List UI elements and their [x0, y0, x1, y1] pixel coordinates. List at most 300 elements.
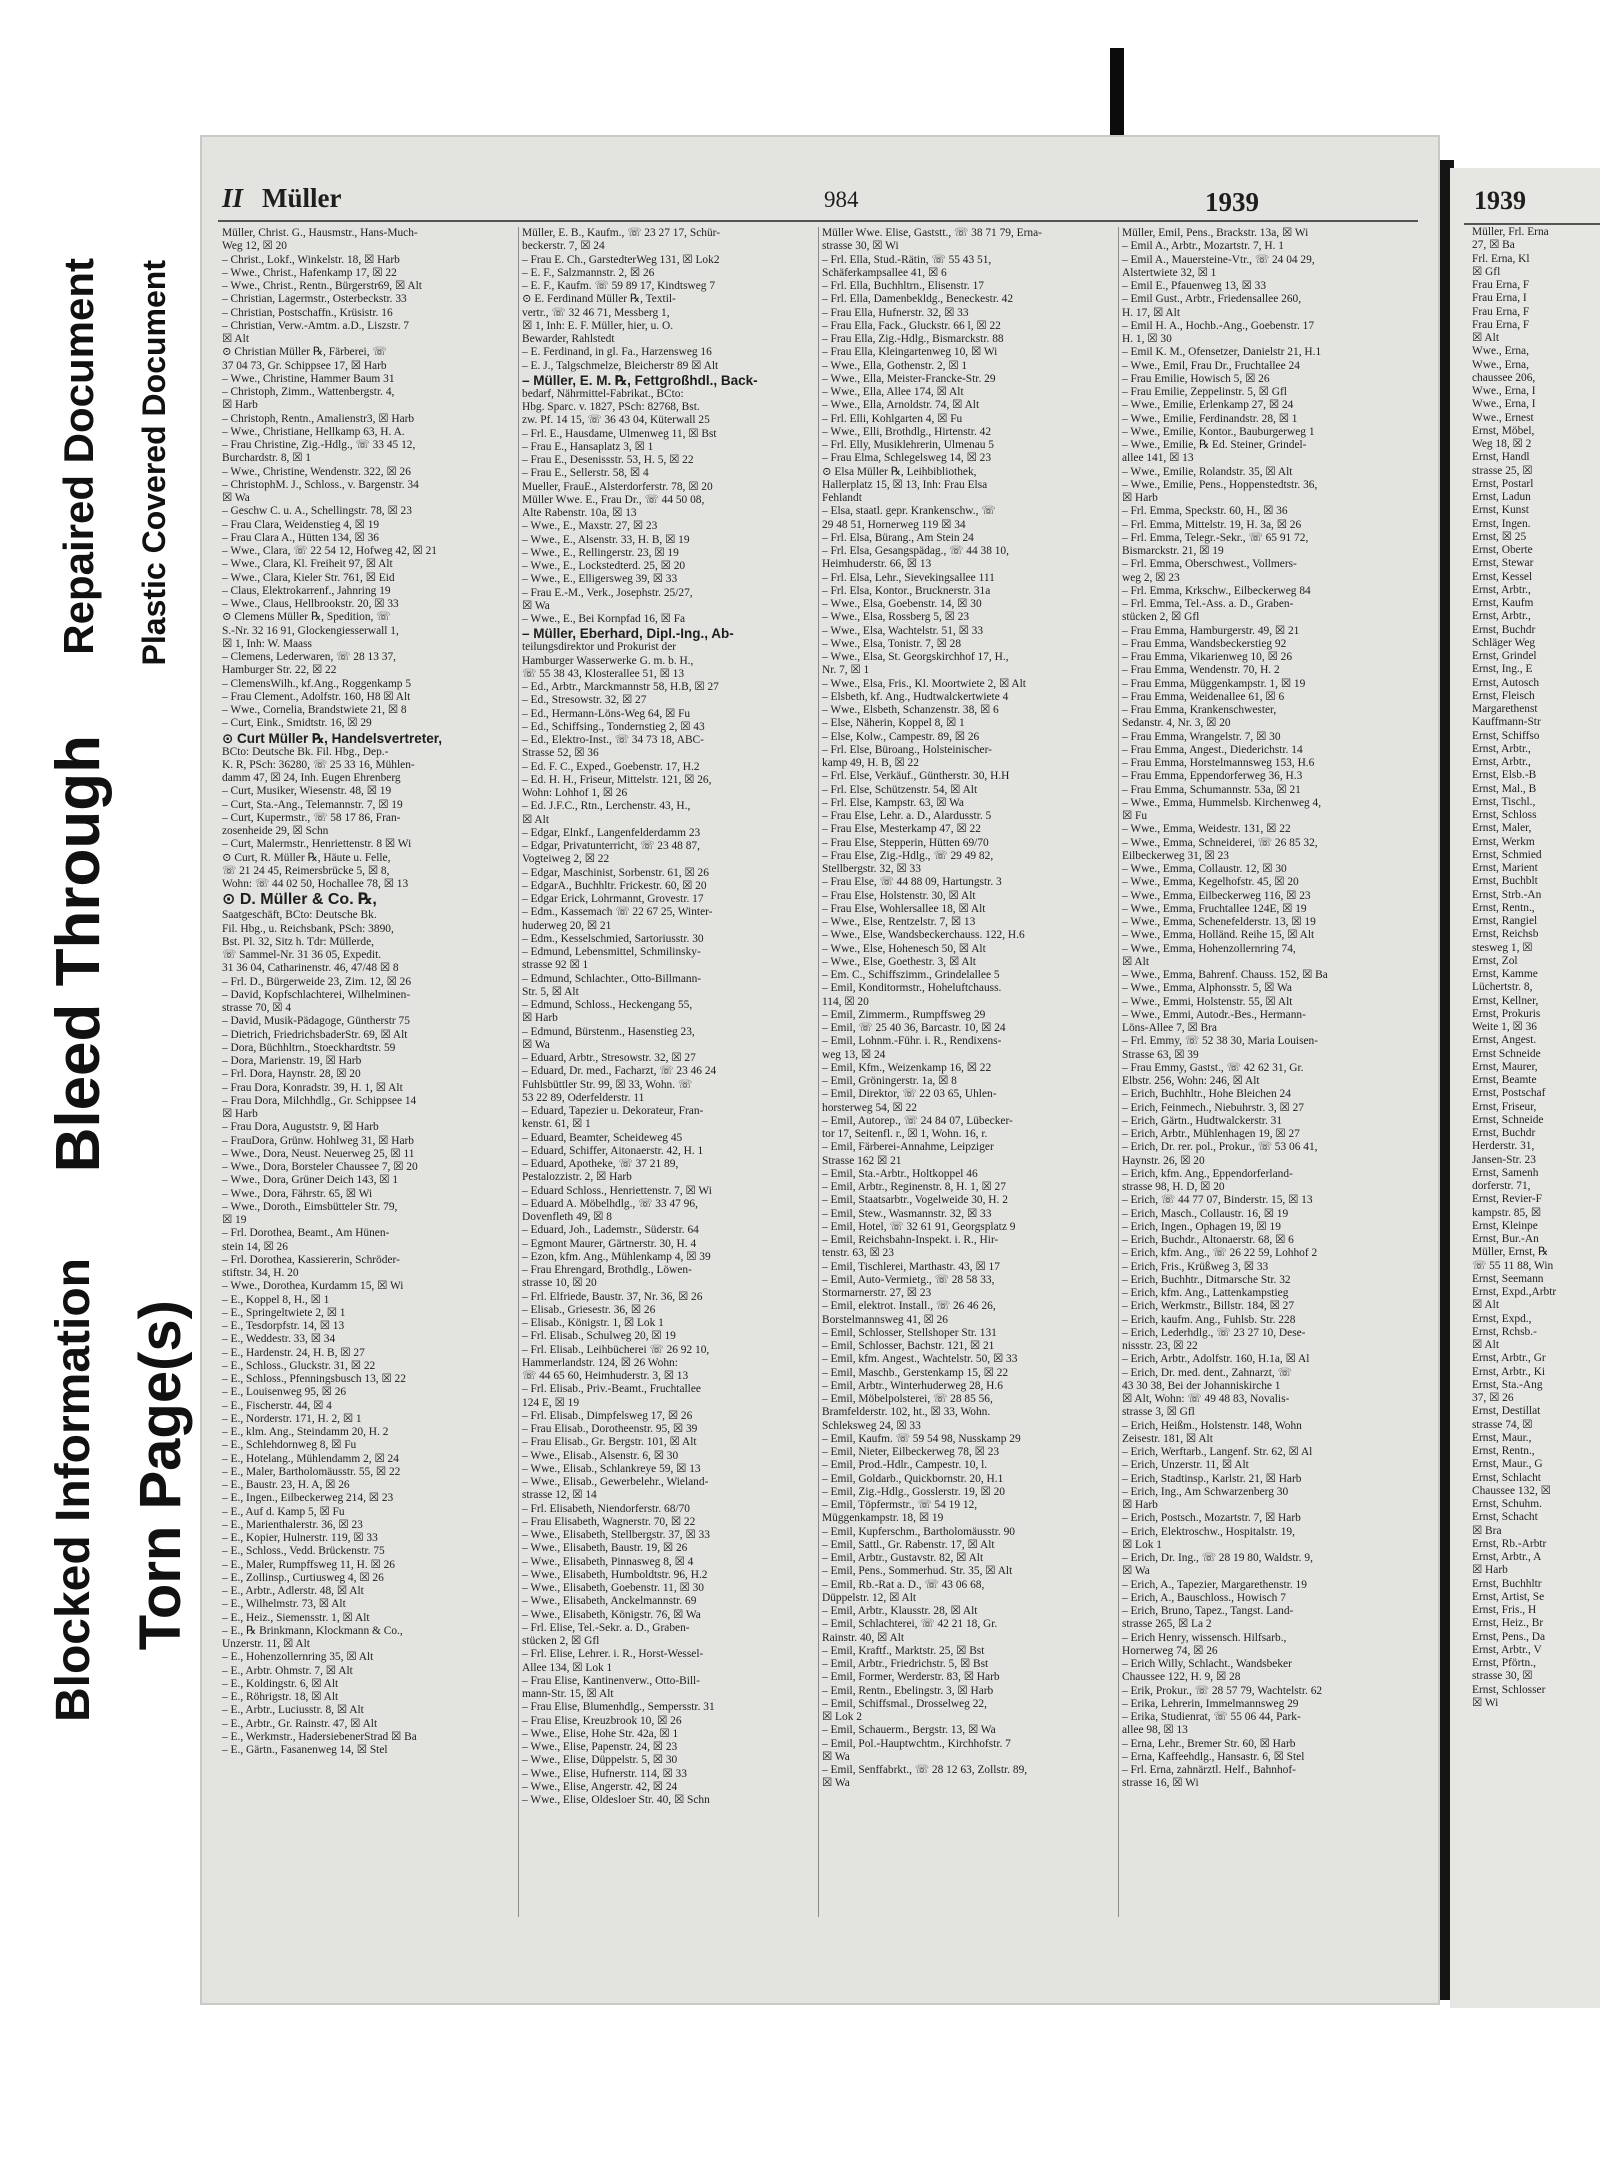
directory-entry: – Wwe., Elisab., Gewerbelehr., Wieland- [522, 1476, 709, 1488]
directory-entry: – E. J., Talgschmelze, Bleicherstr 89 ☒ Alt [522, 359, 719, 372]
directory-entry: Wohn: Lohhof 1, ☒ 26 [522, 787, 628, 799]
directory-entry: – Wwe., Emil, Frau Dr., Fruchtallee 24 [1122, 359, 1300, 372]
directory-entry: – Emil, Arbtr., Friedrichstr. 5, ☒ Bst [822, 1658, 989, 1670]
directory-entry: – Ed., Arbtr., Marckmannstr 58, H.B, ☒ 27 [522, 681, 719, 693]
directory-entry: – Frau Ehrengard, Brothdlg., Löwen- [522, 1264, 692, 1276]
directory-entry: – Wwe., Elisabeth, Anckelmannstr. 69 [522, 1595, 697, 1608]
directory-entry: teilungsdirektor und Prokurist der [522, 641, 677, 654]
directory-entry: – Egmont Maurer, Gärtnerstr. 30, H. 4 [522, 1237, 697, 1250]
directory-entry: bedarf, Nährmittel-Fabrikat., BCto: [522, 387, 684, 400]
directory-entry: – Edmund, Schloss., Heckengang 55, [522, 999, 693, 1011]
directory-entry: – Wwe., Emma, Eilbeckerweg 116, ☒ 23 [1122, 889, 1311, 902]
directory-entry: – E., Norderstr. 171, H. 2, ☒ 1 [222, 1412, 362, 1425]
directory-entry: – E., Arbtr., Luciusstr. 8, ☒ Alt [222, 1704, 364, 1717]
directory-entry: – Edgar, Elnkf., Langenfelderdamm 23 [522, 826, 701, 839]
directory-entry: – Wwe., Emma, Hummelsb. Kirchenweg 4, [1122, 796, 1322, 809]
directory-entry: Dovenfleth 49, ☒ 8 [522, 1211, 612, 1223]
directory-entry: Strasse 63, ☒ 39 [1122, 1048, 1199, 1061]
neighbor-column [1472, 226, 1600, 1710]
directory-entry: – Frl. Emma, Telegr.-Sekr., ☏ 65 91 72, [1122, 531, 1309, 544]
directory-entry: – Ed., Elektro-Inst., ☏ 34 73 18, ABC- [522, 734, 704, 746]
directory-entry: strasse 92 ☒ 1 [522, 959, 589, 972]
directory-entry: – Wwe., Emma, Collaustr. 12, ☒ 30 [1122, 863, 1287, 875]
directory-entry: – Erich, A., Bauschloss., Howisch 7 [1122, 1591, 1286, 1604]
neighbor-entry: Ernst, Arbtr., Gr [1472, 1352, 1546, 1365]
directory-entry: Borstelmannsweg 41, ☒ 26 [822, 1313, 949, 1326]
directory-entry: – Curt, Malermstr., Henriettenstr. 8 ☒ Wi [222, 838, 412, 851]
directory-entry: zosenheide 29, ☒ Schn [222, 825, 329, 837]
directory-entry: – Frau E., Sellerstr. 58, ☒ 4 [522, 467, 649, 480]
neighbor-entry: Ernst, Buchdr [1472, 623, 1536, 636]
directory-entry: – E., Maler, Bartholomäusstr. 55, ☒ 22 [222, 1465, 401, 1478]
neighbor-entry: Ernst, Strb.-An [1472, 888, 1542, 901]
directory-entry: ☒ Harb [1122, 492, 1158, 504]
neighbor-entry: Ernst, Kunst [1472, 504, 1529, 517]
directory-entry: – Wwe., Emma, Alphonsstr. 5, ☒ Wa [1122, 982, 1292, 995]
directory-entry: – Frau Ella, Hufnerstr. 32, ☒ 33 [822, 306, 969, 319]
neighbor-entry: Ernst, Destillat [1472, 1405, 1541, 1418]
directory-entry: – Wwe., Emmi, Autodr.-Bes., Hermann- [1122, 1008, 1306, 1021]
directory-entry: – Emil, Gröningerstr. 1a, ☒ 8 [822, 1075, 957, 1087]
directory-entry: ⊙ Christian Müller ℞, Färberei, ☏ [222, 346, 387, 359]
directory-entry: – Erich, Bruno, Tapez., Tangst. Land- [1122, 1605, 1294, 1617]
directory-entry: – Wwe., Elsbeth, Schanzenstr. 38, ☒ 6 [822, 704, 999, 716]
directory-entry: – Curt, Sta.-Ang., Telemannstr. 7, ☒ 19 [222, 798, 403, 811]
directory-entry: ☒ Wa [522, 599, 550, 612]
directory-entry: – Frl. Elsa, Bürang., Am Stein 24 [822, 531, 974, 544]
directory-entry: Pestalozzistr. 2, ☒ Harb [522, 1171, 632, 1184]
directory-entry: 29 48 51, Hornerweg 119 ☒ 34 [822, 518, 966, 531]
directory-entry: – Curt, Kupermstr., ☏ 58 17 86, Fran- [222, 811, 401, 824]
directory-entry: – E., Koppel 8, H., ☒ 1 [222, 1293, 330, 1306]
neighbor-entry: Ernst, Maler, [1472, 822, 1532, 835]
directory-entry: Haynstr. 26, ☒ 20 [1122, 1154, 1205, 1167]
neighbor-entry: Frau Erna, F [1472, 305, 1530, 318]
column-divider [818, 227, 819, 1917]
neighbor-entry: Müller, Ernst, ℞ [1472, 1246, 1549, 1259]
neighbor-entry: ☒ Gfl [1472, 265, 1501, 278]
neighbor-entry: strasse 74, ☒ [1472, 1418, 1533, 1431]
directory-entry: – Emil, Autorep., ☏ 24 84 07, Lübecker- [822, 1114, 1013, 1127]
directory-entry: – Wwe., E., Maxstr. 27, ☒ 23 [522, 520, 658, 533]
neighbor-entry: Ernst, Maur., G [1472, 1458, 1543, 1471]
directory-entry: – E., Tesdorpfstr. 14, ☒ 13 [222, 1320, 345, 1332]
neighbor-entry: Ernst, Ladun [1472, 491, 1531, 503]
directory-entry: Strasse 162 ☒ 21 [822, 1154, 902, 1167]
directory-entry: – Frau Emma, Müggenkampstr. 1, ☒ 19 [1122, 677, 1306, 690]
directory-entry: – Eduard Schloss., Henriettenstr. 7, ☒ Wi [522, 1184, 712, 1197]
directory-entry: – Wwe., Dora, Grüner Deich 143, ☒ 1 [222, 1174, 399, 1187]
directory-entry: – Frl. Ella, Buchhltrn., Elisenstr. 17 [822, 280, 984, 292]
directory-entry: H. 17, ☒ Alt [1122, 306, 1180, 319]
directory-entry: Burchardstr. 8, ☒ 1 [222, 452, 311, 465]
directory-entry: strasse 265, ☒ La 2 [1122, 1618, 1212, 1631]
directory-entry: – Frl. Emma, Mittelstr. 19, H. 3a, ☒ 26 [1122, 518, 1302, 531]
directory-entry: – Frau Elise, Kreuzbrook 10, ☒ 26 [522, 1714, 682, 1727]
column-4 [1122, 227, 1422, 1927]
directory-entry: – Christian, Postschaffn., Krüsistr. 16 [222, 306, 393, 319]
directory-entry: – Frl. Dorothea, Beamt., Am Hünen- [222, 1227, 390, 1240]
directory-entry: strasse 10, ☒ 20 [522, 1277, 597, 1290]
directory-entry: – E. F., Kaufm. ☏ 59 89 17, Kindtsweg 7 [522, 280, 716, 292]
neighbor-entry: stesweg 1, ☒ [1472, 941, 1533, 954]
directory-entry: – Emil, Goldarb., Quickbornstr. 20, H.1 [822, 1472, 1004, 1485]
directory-entry: – Erich, Buchdr., Altonaerstr. 68, ☒ 6 [1122, 1234, 1294, 1246]
neighbor-entry: Ernst, Fleisch [1472, 689, 1535, 702]
directory-entry: ☒ Wa [522, 1038, 550, 1051]
directory-entry: – EdgarA., Buchhltr. Frickestr. 60, ☒ 20 [522, 879, 707, 892]
directory-entry: – David, Musik-Pädagoge, Güntherstr 75 [222, 1015, 410, 1028]
directory-entry: – E., klm. Ang., Steindamm 20, H. 2 [222, 1426, 389, 1438]
directory-entry: ☒ 1, Inh: E. F. Müller, hier, u. O. [522, 319, 674, 332]
directory-entry: Saatgeschäft, BCto: Deutsche Bk. [222, 909, 377, 922]
directory-entry: Löns-Allee 7, ☒ Bra [1122, 1022, 1217, 1034]
neighbor-entry: Ernst, Kleinpe [1472, 1219, 1538, 1232]
neighbor-entry: Ernst, Postarl [1472, 477, 1534, 490]
directory-entry: – Emil, Konditormstr., Hoheluftchauss. [822, 982, 1002, 995]
directory-entry: – Frau Emilie, Howisch 5, ☒ 26 [1122, 372, 1270, 385]
directory-entry: Unzerstr. 11, ☒ Alt [222, 1638, 310, 1650]
neighbor-entry: Ernst, Arbtr., V [1472, 1643, 1542, 1656]
neighbor-entry: Ernst, Schlosser [1472, 1683, 1546, 1696]
directory-entry: – Frau Else, Holstenstr. 30, ☒ Alt [822, 889, 976, 902]
page-header [200, 183, 1440, 225]
directory-entry: – Ed., Hermann-Löns-Weg 64, ☒ Fu [522, 707, 691, 720]
directory-entry: Hamburger Str. 22, ☒ 22 [222, 664, 337, 677]
neighbor-entry: Ernst, Rchsb.- [1472, 1325, 1537, 1338]
directory-entry: ☏ Sammel-Nr. 31 36 05, Expedit. [222, 949, 382, 961]
neighbor-entry: Ernst, Schlacht [1472, 1471, 1541, 1484]
directory-entry: K. R, PSch: 36280, ☏ 25 33 16, Mühlen- [222, 758, 415, 771]
directory-entry: – Christoph, Zimm., Wattenbergstr. 4, [222, 386, 395, 398]
directory-entry: – Wwe., Elisabeth, Pinnasweg 8, ☒ 4 [522, 1555, 694, 1568]
directory-entry: – Ed. J.F.C., Rtn., Lerchenstr. 43, H., [522, 800, 691, 813]
directory-entry: – Erich, Stadtinsp., Karlstr. 21, ☒ Harb [1122, 1472, 1302, 1485]
directory-entry: – E., Kopier, Hulnerstr. 119, ☒ 33 [222, 1532, 378, 1544]
neighbor-entry: Ernst, Pens., Da [1472, 1630, 1546, 1643]
directory-entry: Alstertwiete 32, ☒ 1 [1122, 266, 1217, 279]
directory-entry: – Eduard, Joh., Lademstr., Süderstr. 64 [522, 1224, 699, 1237]
directory-entry: – Wwe., Elli, Brothdlg., Hirtenstr. 42 [822, 425, 992, 438]
directory-entry: – Edgar, Maschinist, Sorbenstr. 61, ☒ 26 [522, 866, 709, 879]
directory-entry: strasse 98, H. D, ☒ 20 [1122, 1181, 1225, 1193]
neighbor-entry: Weite 1, ☒ 36 [1472, 1021, 1537, 1033]
directory-entry: Müller, E. B., Kaufm., ☏ 23 27 17, Schür- [522, 227, 721, 239]
page-number: 984 [824, 187, 859, 212]
directory-entry: – Edmund, Bürstenm., Hasenstieg 23, [522, 1025, 695, 1038]
directory-entry: – Wwe., Else, Hohenesch 50, ☒ Alt [822, 942, 986, 955]
directory-entry: – Frau Else, Mesterkamp 47, ☒ 22 [822, 823, 981, 836]
directory-entry: – Erich Willy, Schlacht., Wandsbeker [1122, 1658, 1292, 1670]
directory-entry: – Emil, Schlosser, Bachstr. 121, ☒ 21 [822, 1340, 995, 1352]
directory-entry: Nr. 7, ☒ 1 [822, 664, 870, 677]
directory-entry: ☒ Wa [822, 1750, 850, 1763]
directory-entry: Heimhuderstr. 66, ☒ 13 [822, 558, 932, 571]
directory-entry: – Wwe., Emilie, Rolandstr. 35, ☒ Alt [1122, 465, 1293, 478]
directory-entry: – Erika, Lehrerin, Immelmannsweg 29 [1122, 1697, 1299, 1710]
directory-entry: Schäferkampsallee 41, ☒ 6 [822, 266, 947, 279]
directory-entry: – E., ℞ Brinkmann, Klockmann & Co., [222, 1624, 403, 1637]
directory-entry: – Wwe., Elisab., Schlankreye 59, ☒ 13 [522, 1462, 701, 1475]
directory-entry: – Emil H. A., Hochb.-Ang., Goebenstr. 17 [1122, 319, 1315, 332]
directory-entry: ☒ Wa [822, 1777, 850, 1790]
directory-entry: – Emil, Schlachterei, ☏ 42 21 18, Gr. [822, 1618, 998, 1631]
directory-entry: – Wwe., Claus, Hellbrookstr. 20, ☒ 33 [222, 598, 399, 610]
directory-entry: – Erich, Postsch., Mozartstr. 7, ☒ Harb [1122, 1512, 1301, 1525]
directory-entry: – E., Schloss., Gluckstr. 31, ☒ 22 [222, 1359, 376, 1372]
directory-entry: – Frl. Erna, zahnärztl. Helf., Bahnhof- [1122, 1764, 1296, 1776]
directory-entry: – Frl. Emmy, ☏ 52 38 30, Maria Louisen- [1122, 1035, 1319, 1048]
directory-entry: – Geschw C. u. A., Schellingstr. 78, ☒ 23 [222, 505, 412, 518]
directory-entry: – Erich, Masch., Collaustr. 16, ☒ 19 [1122, 1207, 1289, 1220]
directory-entry: – Frau Ella, Zig.-Hdlg., Bismarckstr. 88 [822, 333, 1004, 345]
neighbor-entry: Ernst, Reichsb [1472, 928, 1539, 941]
directory-entry: – Frau Emma, Krankenschwester, [1122, 704, 1277, 716]
directory-entry: – Frl. Elise, Lehrer. i. R., Horst-Wessel- [522, 1648, 704, 1661]
neighbor-entry: Ernst, Marient [1472, 862, 1538, 874]
directory-entry: – Edgar, Privatunterricht, ☏ 23 48 87, [522, 840, 700, 852]
directory-entry: – Emil, Pol.-Hauptwchtm., Kirchhofstr. 7 [822, 1737, 1011, 1750]
directory-entry: stücken 2, ☒ Gfl [1122, 611, 1200, 624]
neighbor-entry: Ernst, Zol [1472, 954, 1518, 967]
neighbor-entry: Ernst Schneide [1472, 1047, 1541, 1060]
directory-entry: – Erich, Arbtr., Adolfstr. 160, H.1a, ☒ Al [1122, 1353, 1310, 1366]
directory-entry: ⊙ Elsa Müller ℞, Leihbibliothek, [822, 465, 977, 478]
neighbor-entry: Ernst, Seemann [1472, 1272, 1544, 1285]
directory-entry: – Wwe., Christine, Wendenstr. 322, ☒ 26 [222, 465, 411, 478]
directory-entry: – Frau Elise, Kantinenverw., Otto-Bill- [522, 1674, 700, 1687]
directory-entry: Müller, Christ. G., Hausmstr., Hans-Much- [222, 227, 418, 239]
directory-entry: – Emil, kfm. Angest., Wachtelstr. 50, ☒ 33 [822, 1353, 1018, 1366]
directory-entry: – E., Schloss., Vedd. Brückenstr. 75 [222, 1545, 385, 1558]
directory-entry: Müller Wwe. E., Frau Dr., ☏ 44 50 08, [522, 493, 705, 506]
neighbor-entry: Ernst, Artist, Se [1472, 1590, 1545, 1603]
neighbor-entry: Wwe., Erna, [1472, 358, 1529, 371]
directory-entry: – Emil, Pens., Sommerhud. Str. 35, ☒ Alt [822, 1565, 1013, 1578]
directory-entry: – Wwe., Emma, Hohenzollernring 74, [1122, 942, 1296, 955]
neighbor-entry: ☒ Wi [1472, 1696, 1499, 1709]
neighbor-entry: Ernst, Pförtn., [1472, 1657, 1536, 1669]
neighbor-entry: Chaussee 132, ☒ [1472, 1484, 1551, 1497]
directory-entry: – Frau Emmy, Gastst., ☏ 42 62 31, Gr. [1122, 1061, 1304, 1074]
directory-entry: – Wwe., Cornelia, Brandstwiete 21, ☒ 8 [222, 704, 407, 716]
blocked-information-stamp: Blocked Information [47, 1258, 100, 1723]
directory-entry: – Frl. Ella, Stud.-Rätin, ☏ 55 43 51, [822, 253, 992, 266]
directory-entry: Str. 5, ☒ Alt [522, 985, 579, 998]
directory-entry: – E., Heiz., Siemensstr. 1, ☒ Alt [222, 1611, 370, 1624]
directory-entry: ☒ Harb [222, 399, 258, 412]
neighbor-entry: Ernst, Bur.-An [1472, 1233, 1539, 1245]
directory-entry: – Emil, Hotel, ☏ 32 61 91, Georgsplatz 9 [822, 1220, 1016, 1233]
directory-entry: – Emil, Staatsarbtr., Vogelweide 30, H. 2 [822, 1194, 1008, 1207]
directory-entry: – Frl. Elisab., Priv.-Beamt., Fruchtallee [522, 1383, 701, 1396]
directory-entry: – Frau Emma, Hamburgerstr. 49, ☒ 21 [1122, 624, 1300, 637]
directory-entry: – Frau Else, Zig.-Hdlg., ☏ 29 49 82, [822, 849, 994, 862]
neighbor-entry: Ernst, Schiffso [1472, 729, 1540, 742]
directory-entry: Hamburger Wasserwerke G. m. b. H., [522, 654, 694, 667]
directory-entry: – Emil A., Mauersteine-Vtr., ☏ 24 04 29, [1122, 253, 1315, 266]
neighbor-entry: Ernst, Ing., E [1472, 663, 1533, 676]
directory-entry: – Frl. Elsa, Gesangspädag., ☏ 44 38 10, [822, 545, 1009, 557]
neighbor-entry: Ernst, Schuhm. [1472, 1498, 1542, 1510]
directory-entry: – Erich, ☏ 44 77 07, Binderstr. 15, ☒ 13 [1122, 1194, 1313, 1207]
directory-entry: Weg 12, ☒ 20 [222, 240, 287, 253]
directory-entry: 37 04 73, Gr. Schippsee 17, ☒ Harb [222, 359, 387, 372]
neighbor-entry: Ernst, Kaufm [1472, 597, 1534, 609]
directory-entry: weg 13, ☒ 24 [822, 1048, 886, 1061]
directory-entry: – E., Gärtn., Fasanenweg 14, ☒ Stel [222, 1744, 388, 1756]
directory-entry: – Wwe., Emma, Holländ. Reihe 15, ☒ Alt [1122, 929, 1315, 942]
neighbor-entry: 37, ☒ 26 [1472, 1392, 1514, 1404]
neighbor-entry: Ernst, Ingen. [1472, 517, 1531, 530]
directory-entry: – Wwe., Dora, Neust. Neuerweg 25, ☒ 11 [222, 1147, 415, 1160]
directory-entry: – Wwe., Elise, Papenstr. 24, ☒ 23 [522, 1741, 678, 1753]
torn-pages-stamp: Torn Page(s) [128, 1300, 193, 1651]
directory-entry: – Emil, Zimmerm., Rumpffsweg 29 [822, 1008, 986, 1021]
neighbor-entry: strasse 25, ☒ [1472, 464, 1533, 477]
directory-entry: – Wwe., Christ., Hafenkamp 17, ☒ 22 [222, 266, 397, 279]
directory-entry: – Frau Emma, Angest., Diederichstr. 14 [1122, 743, 1303, 756]
directory-entry: – Elsa, staatl. gepr. Krankenschw., ☏ [822, 505, 996, 518]
neighbor-entry: Wwe., Erna, I [1472, 385, 1536, 397]
directory-entry: – Erich, kfm. Ang., Eppendorferland- [1122, 1167, 1293, 1180]
neighbor-entry: Ernst, Werkm [1472, 835, 1535, 848]
directory-entry: – Ed. F. C., Exped., Goebenstr. 17, H.2 [522, 760, 700, 773]
directory-entry: – Frau Emma, Wendenstr. 70, H. 2 [1122, 664, 1280, 677]
directory-entry: – Emil, Zig.-Hdlg., Gosslerstr. 19, ☒ 20 [822, 1485, 1005, 1498]
directory-entry: ⊙ D. Müller & Co. ℞, [222, 891, 377, 909]
neighbor-entry: chaussee 206, [1472, 371, 1536, 384]
neighbor-entry: Ernst, ☒ 25 [1472, 530, 1527, 543]
directory-entry: Bewarder, Rahlstedt [522, 333, 615, 345]
neighbor-entry: Müller, Frl. Erna [1472, 226, 1549, 238]
directory-entry: – Wwe., Dora, Fährstr. 65, ☒ Wi [222, 1187, 373, 1200]
neighbor-entry: Ernst, Arbtr., [1472, 610, 1531, 623]
neighbor-entry: Ernst, Arbtr., [1472, 583, 1531, 596]
directory-entry: – Frau Emilie, Zeppelinstr. 5, ☒ Gfl [1122, 386, 1287, 398]
directory-entry: – Erna, Lehr., Bremer Str. 60, ☒ Harb [1122, 1737, 1296, 1750]
neighbor-entry: Ernst, Tischl., [1472, 795, 1536, 808]
directory-entry: S.-Nr. 32 16 91, Glockengiesserwall 1, [222, 624, 399, 637]
directory-entry: ⊙ Curt Müller ℞, Handelsvertreter, [222, 730, 442, 746]
directory-entry: ☒ Harb [222, 1108, 258, 1120]
directory-entry: – Frau Clara, Weidenstieg 4, ☒ 19 [222, 518, 380, 531]
directory-entry: – Emil, Färberei-Annahme, Leipziger [822, 1141, 994, 1154]
directory-entry: Chaussee 122, H. 9, ☒ 28 [1122, 1671, 1241, 1684]
directory-entry: – Emil, Former, Werderstr. 83, ☒ Harb [822, 1671, 1000, 1684]
neighbor-entry: Frl. Erna, Kl [1472, 252, 1530, 265]
directory-entry: – Erna, Kaffeehdlg., Hansastr. 6, ☒ Stel [1122, 1750, 1305, 1763]
neighbor-entry: Ernst, Maur., [1472, 1431, 1532, 1444]
directory-entry: kenstr. 61, ☒ 1 [522, 1118, 591, 1131]
directory-entry: – Clemens, Lederwaren, ☏ 28 13 37, [222, 651, 396, 663]
directory-entry: – Wwe., Elsa, Fris., Kl. Moortwiete 2, ☒ Alt [822, 677, 1026, 690]
directory-entry: Müggenkampstr. 18, ☒ 19 [822, 1512, 944, 1525]
directory-entry: – Wwe., Elise, Angerstr. 42, ☒ 24 [522, 1780, 678, 1793]
directory-entry: – Wwe., Emma, Weidestr. 131, ☒ 22 [1122, 823, 1291, 836]
neighbor-entry: Ernst, Kamme [1472, 968, 1538, 980]
neighbor-entry: Ernst, Schmied [1472, 848, 1542, 861]
directory-entry: Alte Rabenstr. 10a, ☒ 13 [522, 507, 637, 519]
directory-entry: ☒ Alt, Wohn: ☏ 49 48 83, Novalis- [1122, 1393, 1290, 1405]
directory-entry: Düppelstr. 12, ☒ Alt [822, 1591, 917, 1604]
neighbor-entry: Ernst, Rb.-Arbtr [1472, 1537, 1547, 1550]
directory-entry: – Frau Emma, Schumannstr. 53a, ☒ 21 [1122, 783, 1301, 796]
directory-entry: – Frau Elma, Schlegelsweg 14, ☒ 23 [822, 452, 992, 465]
neighbor-entry: Ernst, Friseur, [1472, 1100, 1537, 1113]
directory-entry: – Frl. Emma, Krkschw., Eilbeckerweg 84 [1122, 584, 1311, 597]
directory-entry: – E., Hotelang., Mühlendamm 2, ☒ 24 [222, 1452, 399, 1465]
directory-entry: – Wwe., Elsa, Wachtelstr. 51, ☒ 33 [822, 624, 984, 637]
directory-entry: – Emil, Schlosser, Stellshoper Str. 131 [822, 1326, 997, 1339]
directory-entry: – Wwe., Emma, Schenefelderstr. 13, ☒ 19 [1122, 916, 1316, 928]
directory-entry: – E., Fischerstr. 44, ☒ 4 [222, 1399, 332, 1412]
directory-entry: – Frau E.-M., Verk., Josephstr. 25/27, [522, 586, 693, 599]
directory-entry: Bst. Pl. 32, Sitz h. Tdr: Müllerde, [222, 935, 374, 948]
directory-entry: – Wwe., Emma, Fruchtallee 124E, ☒ 19 [1122, 902, 1307, 915]
directory-entry: – Emil, Maschb., Gerstenkamp 15, ☒ 22 [822, 1366, 1009, 1379]
neighbor-entry: Ernst, Prokuris [1472, 1007, 1541, 1020]
directory-entry: – Wwe., Doroth., Eimsbütteler Str. 79, [222, 1200, 398, 1213]
page-numeral: II [222, 183, 244, 213]
directory-entry: – Emil K. M., Ofensetzer, Danielstr 21, H.1 [1122, 346, 1322, 359]
neighbor-entry: Ernst, Beamte [1472, 1074, 1537, 1086]
directory-entry: – Erich, Dr. med. dent., Zahnarzt, ☏ [1122, 1366, 1292, 1379]
directory-entry: – Emil, Lohnm.-Führ. i. R., Rendixens- [822, 1035, 1002, 1048]
directory-entry: ☒ Alt [1122, 955, 1149, 968]
directory-entry: Zeisestr. 181, ☒ Alt [1122, 1432, 1213, 1445]
directory-entry: – Edm., Kassemach ☏ 22 67 25, Winter- [522, 906, 713, 919]
directory-entry: – Frl. Elisab., Dimpfelsweg 17, ☒ 26 [522, 1409, 693, 1422]
directory-entry: Stellbergstr. 32, ☒ 33 [822, 863, 921, 875]
directory-entry: ☏ 44 65 60, Heimhuderstr. 3, ☒ 13 [522, 1370, 689, 1382]
directory-entry: – Erich, Dr. rer. pol., Prokur., ☏ 53 06 41, [1122, 1141, 1318, 1154]
directory-entry: – Erich, Buchhtr., Ditmarsche Str. 32 [1122, 1273, 1291, 1286]
directory-entry: – Emil, Kraftf., Marktstr. 25, ☒ Bst [822, 1644, 985, 1657]
directory-entry: – Erich, Fris., Krüßweg 3, ☒ 33 [1122, 1260, 1269, 1273]
directory-entry: – Erich, Arbtr., Mühlenhagen 19, ☒ 27 [1122, 1128, 1300, 1140]
directory-entry: beckerstr. 7, ☒ 24 [522, 240, 605, 253]
directory-entry: stücken 2, ☒ Gfl [522, 1635, 600, 1647]
directory-entry: ☒ 19 [222, 1214, 247, 1226]
neighbor-entry: Ernst, Arbtr., Ki [1472, 1365, 1546, 1378]
directory-entry: – E., Maler, Rumpffsweg 11, H. ☒ 26 [222, 1558, 395, 1571]
directory-entry: – Frl. Elfriede, Baustr. 37, Nr. 36, ☒ 26 [522, 1290, 703, 1303]
directory-entry: Schleksweg 24, ☒ 33 [822, 1419, 921, 1432]
neighbor-entry: 27, ☒ Ba [1472, 239, 1515, 252]
directory-page [200, 135, 1440, 2005]
directory-entry: – Frl. E., Hausdame, Ulmenweg 11, ☒ Bst [522, 427, 717, 440]
neighbor-entry: ☒ Alt [1472, 332, 1499, 344]
directory-entry: – Wwe., Dora, Borsteler Chaussee 7, ☒ 20 [222, 1161, 418, 1173]
directory-entry: – Edmund, Schlachter., Otto-Billmann- [522, 972, 702, 985]
directory-entry: 114, ☒ 20 [822, 995, 869, 1008]
neighbor-entry: Ernst, Handl [1472, 451, 1530, 464]
directory-entry: – Eduard, Schiffer, Aitonaerstr. 42, H. 1 [522, 1144, 704, 1157]
directory-entry: Müller, Emil, Pens., Brackstr. 13a, ☒ Wi [1122, 227, 1309, 239]
directory-entry: – E., Auf d. Kamp 5, ☒ Fu [222, 1505, 345, 1518]
directory-entry: – Frl. Else, Kampstr. 63, ☒ Wa [822, 796, 964, 809]
directory-entry: – Wwe., Emma, Bahrenf. Chauss. 152, ☒ Ba [1122, 969, 1328, 981]
directory-entry: – Erich, Gärtn., Hudtwalckerstr. 31 [1122, 1114, 1283, 1127]
neighbor-entry: Ernst, Rentn., [1472, 901, 1535, 914]
directory-entry: ⊙ Curt, R. Müller ℞, Häute u. Felle, [222, 851, 391, 864]
directory-entry: allee 98, ☒ 13 [1122, 1724, 1188, 1737]
directory-entry: – Emil, Kfm., Weizenkamp 16, ☒ 22 [822, 1061, 992, 1074]
directory-entry: – E., Arbtr. Ohmstr. 7, ☒ Alt [222, 1664, 353, 1677]
neighbor-entry: Ernst, Sta.-Ang [1472, 1378, 1543, 1391]
neighbor-entry: Ernst, Arbtr., [1472, 742, 1531, 755]
